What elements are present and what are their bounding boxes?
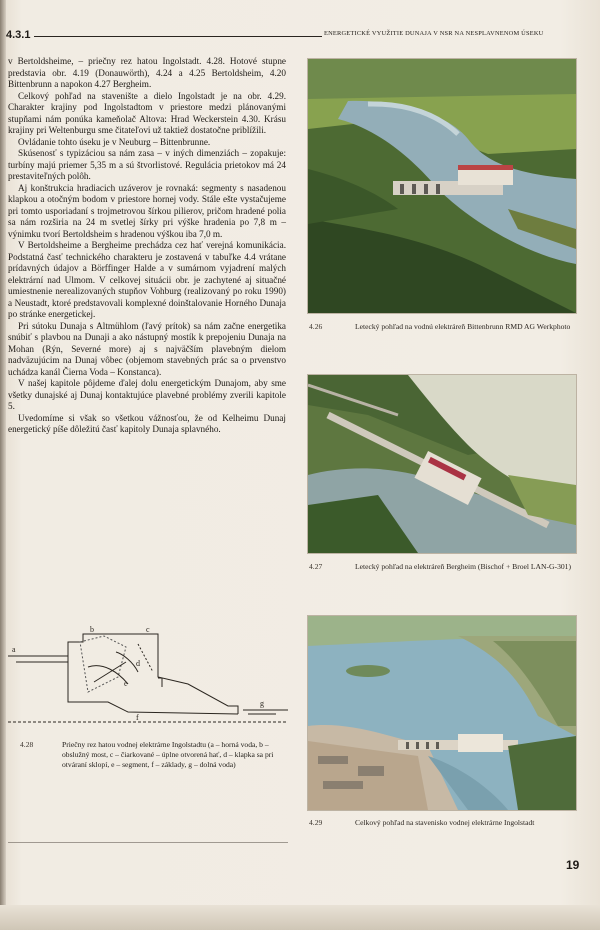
photo-bergheim [307, 374, 577, 554]
diagram-label-f: f [136, 713, 139, 722]
figure-caption: Letecký pohľad na vodnú elektráreň Bittenbrunn RMD AG Werkphoto [355, 322, 571, 331]
diagram-label-c: c [146, 625, 150, 634]
diagram-label-e: e [124, 679, 128, 688]
figure-number: 4.29 [309, 818, 323, 827]
diagram-label-d: d [136, 659, 140, 668]
diagram-label-a: a [12, 645, 16, 654]
figure-caption: Priečny rez hatou vodnej elektrárne Ingolstadtu (a – horná voda, b – obslužný most, c – čiarkované – úplne otvorená hať, d – klapka sa pri otváraní sklopí, e – segment, f – základy, g – dolná voda) [62, 740, 274, 769]
body-text-column [8, 56, 286, 436]
diagram-label-g: g [260, 699, 264, 708]
diagram-label-b: b [90, 625, 94, 634]
photo-ingolstadt [307, 615, 577, 811]
book-spine [0, 0, 6, 930]
figure-number: 4.26 [309, 322, 323, 331]
paragraph: Pri sútoku Dunaja s Altmühlom (ľavý prítok) sa nám začne energetika snúbiť s plavbou na Dunaji a ako nástupný mostík k prepojeniu Dunaja na Mohan (Rýn, Severné more) aj s najväčším plavebným dielom nadväzujúcim na Dunaj vôbec (objemom stavebných prác sa o prvenstvo uchádza kanál Čierna Voda – Konstanca). [8, 320, 286, 377]
figure-number: 4.27 [309, 562, 323, 571]
paragraph: Celkový pohľad na stavenište a dielo Ingolstadt je na obr. 4.29. Charakter krajiny pod Ingolstadtom v priestore medzi plánovanými stupňami nám ponúka kameňolač Altova: Hrad Weckerstein 4.30. Krásu krajiny pri Weltenburgu sme čitateľovi už taktiež dostatočne priblížili. [8, 90, 286, 135]
header-rule [34, 36, 322, 37]
paragraph: V našej kapitole pôjdeme ďalej dolu energetickým Dunajom, aby sme všetky dunajské aj Dunaj kontaktujúce plavebné problémy zverili kapitole 5. [8, 378, 286, 411]
photo-bittenbrunn [307, 58, 577, 314]
paragraph: Skúsenosť s typizáciou sa nám zasa – v iných dimenziách – zopakuje: turbíny majú priemer 5,35 m a sú štvorlistové. Regulácia prietokov má 24 prestaviteľných polôh. [8, 148, 286, 181]
paragraph: v Bertoldsheime, – priečny rez hatou Ingolstadt. 4.28. Hotové stupne predstavia obr. 4.19 (Donauwörth), 4.24 a 4.25 Bertoldsheim, 4.20 Bittenbrunn a napokon 4.27 Bergheim. [8, 56, 286, 89]
footer-rule [8, 842, 288, 843]
figure-caption: Celkový pohľad na stavenisko vodnej elektrárne Ingolstadt [355, 818, 535, 827]
paragraph: V Bertoldsheime a Bergheime prechádza cez hať verejná komunikácia. Podstatná časť technického charakteru je zostavená v tabuľke 4.4 vrátane prídavných údajov a Börffinger Halde a v sumárnom vyjadrení malých elektrární nad Ulmom. V celkovej situácii obr. je zachytené aj situačné umiestnenie nerealizovaných stupňov Vohburg (realizovaný po roku 1990) a Neustadt, ktoré predstavovali komplexné doinštalovanie Horného Dunaja po stránke energetickej. [8, 240, 286, 319]
weir-cross-section-diagram [8, 622, 288, 737]
section-number: 4.3.1 [6, 29, 31, 41]
running-head: ENERGETICKÉ VYUŽITIE DUNAJA V NSR NA NESPLAVNENOM ÚSEKU [324, 30, 544, 37]
figure-caption: Letecký pohľad na elektráreň Bergheim (Bischof + Broel LAN-G-301) [355, 562, 571, 571]
figure-number: 4.28 [20, 740, 34, 749]
paragraph: Ovládanie tohto úseku je v Neuburg – Bittenbrunne. [18, 136, 211, 147]
page-number: 19 [566, 858, 580, 872]
page-edge [0, 905, 600, 930]
paragraph: Aj konštrukcia hradiacich uzáverov je rovnaká: segmenty s nasadenou klapkou a otočným bodom v priestore hornej vody. Stále ešte vystačujeme pri tomto usporiadaní s trojmetrovou šírkou pilierov, pričom hradené polia sa nám rozširia na 24 m svetlej šírky pri výške hradenia po 7,8 m – výnimku tvorí Bertoldsheim s hradenou výškou iba 7,0 m. [8, 182, 286, 239]
paragraph: Uvedomíme si však so všetkou vážnosťou, že od Kelheimu Dunaj energetický píše dôležitú časť kapitoly Dunaja splavného. [8, 412, 286, 434]
